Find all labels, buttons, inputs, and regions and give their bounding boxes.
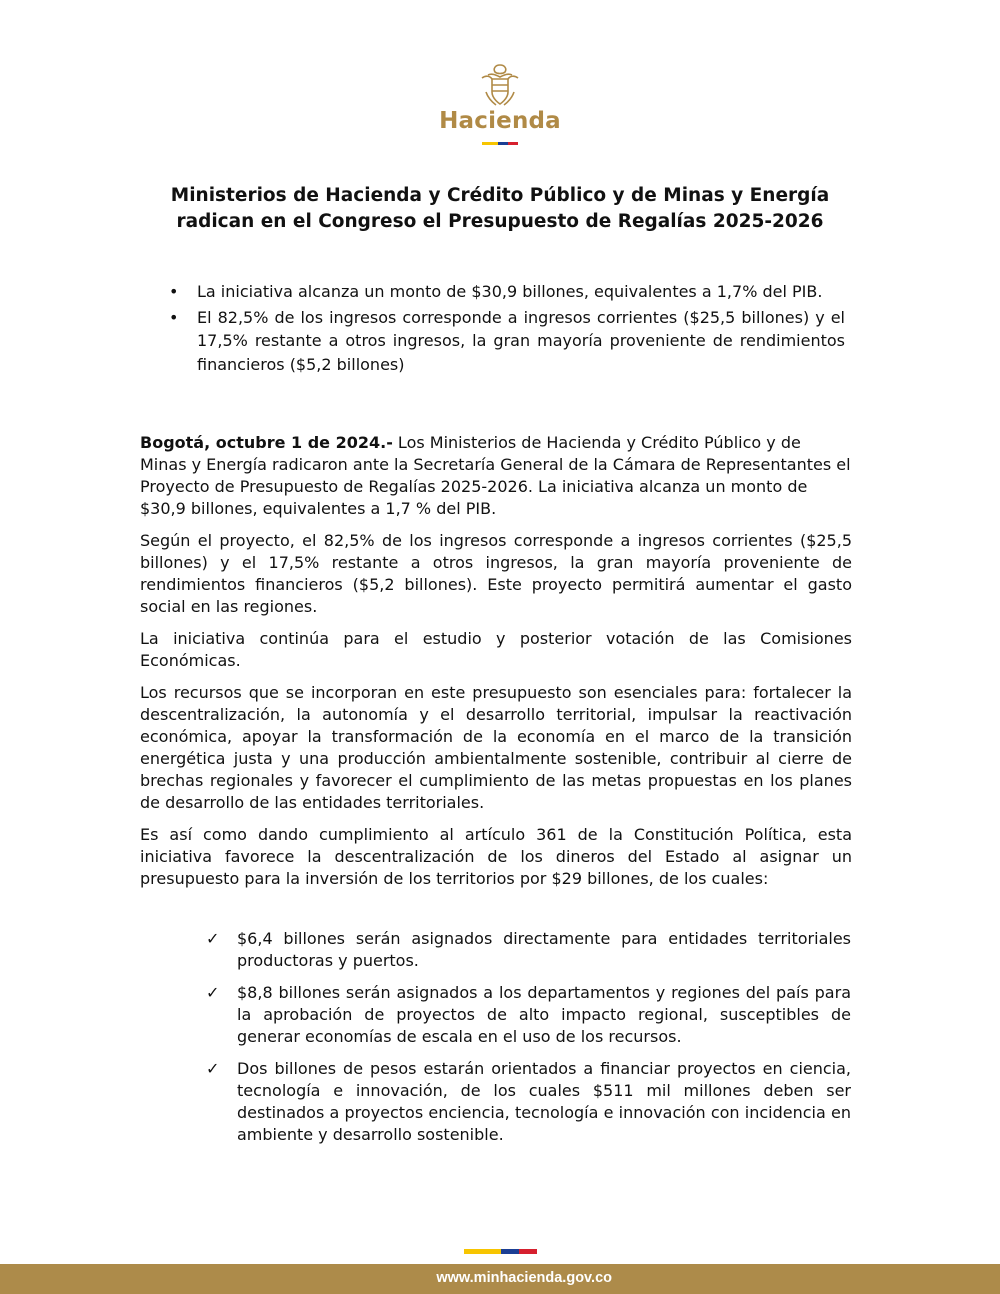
- allocation-text: Dos billones de pesos estarán orientados a financiar proyectos en ciencia, tecnología e innovación, de los cuales $511 mil millones deben ser destinados a proyectos enciencia, tecnología e innovación con incidencia en ambiente y desarrollo sostenible.: [237, 1059, 851, 1144]
- highlights-list: [165, 280, 845, 378]
- flag-stripe-small: [0, 142, 1000, 145]
- checkmark-icon: ✓: [206, 983, 220, 1002]
- coat-of-arms-icon: [478, 62, 522, 108]
- checkmark-icon: ✓: [206, 929, 220, 948]
- paragraph: Según el proyecto, el 82,5% de los ingresos corresponde a ingresos corrientes ($25,5 billones) y el 17,5% restante a otros ingresos, la gran mayoría proveniente de rendimientos financieros ($5,2 billones). Este proyecto permitirá aumentar el gasto social en las regiones.: [140, 531, 852, 616]
- allocation-item: [206, 982, 851, 1048]
- ministry-logo: [0, 62, 1000, 145]
- allocation-text: $8,8 billones serán asignados a los departamentos y regiones del país para la aprobación de proyectos de alto impacto regional, susceptibles de generar economías de escala en el uso de los recursos.: [237, 983, 851, 1046]
- title-line-2: radican en el Congreso el Presupuesto de Regalías 2025-2026: [176, 211, 824, 232]
- flag-stripe-footer: [464, 1249, 537, 1254]
- brand-wordmark: Hacienda: [439, 108, 561, 134]
- paragraph-intro: [140, 432, 852, 520]
- allocations-list: [206, 928, 851, 1156]
- bullet-icon: •: [169, 282, 179, 301]
- intro-text: Los Ministerios de Hacienda y Crédito Público y de Minas y Energía radicaron ante la Secretaría General de la Cámara de Representantes el Proyecto de Presupuesto de Regalías 2025-2026. La iniciativa alcanza un monto de $30,9 billones, equivalentes a 1,7 % del PIB.: [140, 433, 851, 518]
- highlight-item: [165, 306, 845, 377]
- website-link[interactable]: www.minhacienda.gov.co: [436, 1270, 612, 1286]
- highlight-text: La iniciativa alcanza un monto de $30,9 billones, equivalentes a 1,7% del PIB.: [197, 282, 823, 301]
- allocation-text: $6,4 billones serán asignados directamente para entidades territoriales productoras y puertos.: [237, 929, 851, 970]
- highlight-item: [165, 280, 845, 304]
- dateline: Bogotá, octubre 1 de 2024.-: [140, 433, 393, 452]
- allocation-item: [206, 1058, 851, 1146]
- footer-bar: [0, 1264, 1000, 1294]
- allocation-item: [206, 928, 851, 972]
- paragraph: Los recursos que se incorporan en este presupuesto son esenciales para: fortalecer la descentralización, la autonomía y el desarrollo territorial, impulsar la reactivación económica, apoyar la transformación de la economía en el marco de la transición energética justa y una producción ambientalmente sostenible, contribuir al cierre de brechas regionales y favorecer el cumplimiento de las metas propuestas en los planes de desarrollo de las entidades territoriales.: [140, 683, 852, 812]
- paragraph: Es así como dando cumplimiento al artículo 361 de la Constitución Política, esta iniciativa favorece la descentralización de los dineros del Estado al asignar un presupuesto para la inversión de los territorios por $29 billones, de los cuales:: [140, 825, 852, 888]
- highlight-text: El 82,5% de los ingresos corresponde a ingresos corrientes ($25,5 billones) y el 17,5% restante a otros ingresos, la gran mayoría proveniente de rendimientos financieros ($5,2 billones): [197, 307, 845, 374]
- checkmark-icon: ✓: [206, 1059, 220, 1078]
- bullet-icon: •: [169, 307, 179, 327]
- press-release-title: [100, 183, 900, 235]
- paragraph: La iniciativa continúa para el estudio y posterior votación de las Comisiones Económicas.: [140, 629, 852, 670]
- title-line-1: Ministerios de Hacienda y Crédito Público y de Minas y Energía: [170, 185, 830, 206]
- article-body: [140, 432, 852, 900]
